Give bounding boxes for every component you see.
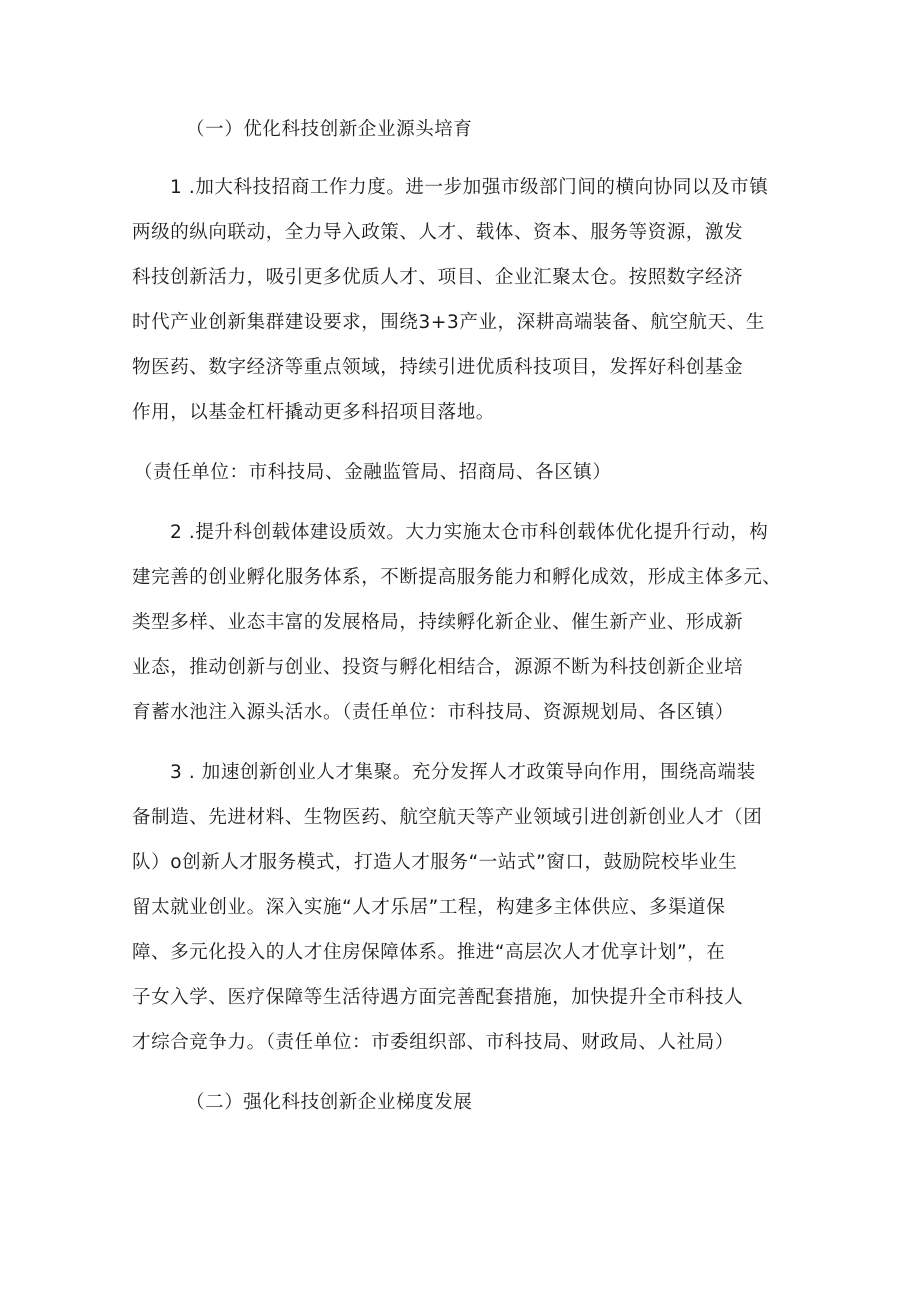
section-heading-2: （二）强化科技创新企业梯度发展 [186,1092,473,1113]
paragraph-1-line-1: 1 .加大科技招商工作力度。进一步加强市级部门间的横向协同以及市镇 [170,177,769,198]
paragraph-1-line-6: 作用，以基金杠杆撬动更多科招项目落地。 [132,402,495,423]
paragraph-3-line-7: 才综合竞争力。（责任单位：市委组织部、市科技局、财政局、人社局） [132,1032,734,1053]
paragraph-3-line-3: 队）o创新人才服务模式，打造人才服务“一站式”窗口，鼓励院校毕业生 [132,852,738,873]
responsibility-note-1: （责任单位：市科技局、金融监管局、招商局、各区镇） [134,462,612,483]
paragraph-2-line-1: 2 .提升科创载体建设质效。大力实施太仓市科创载体优化提升行动，构 [170,522,769,543]
paragraph-2-line-2: 建完善的创业孵化服务体系，不断提高服务能力和孵化成效，形成主体多元、 [132,567,782,588]
paragraph-2-line-4: 业态，推动创新与创业、投资与孵化相结合，源源不断为科技创新企业培 [132,657,744,678]
paragraph-3-line-2: 备制造、先进材料、生物医药、航空航天等产业领域引进创新创业人才（团 [132,807,763,828]
paragraph-1-line-5: 物医药、数字经济等重点领域，持续引进优质科技项目，发挥好科创基金 [132,357,744,378]
paragraph-3-line-5: 障、多元化投入的人才住房保障体系。推进“高层次人才优享计划”，在 [132,942,726,963]
paragraph-1-line-4: 时代产业创新集群建设要求，围绕3+3产业，深耕高端装备、航空航天、生 [132,312,765,333]
paragraph-3-line-6: 子女入学、医疗保障等生活待遇方面完善配套措施，加快提升全市科技人 [132,987,744,1008]
section-heading-1: （一）优化科技创新企业源头培育 [186,119,473,140]
paragraph-1-line-3: 科技创新活力，吸引更多优质人才、项目、企业汇聚太仓。按照数字经济 [132,267,744,288]
paragraph-2-line-3: 类型多样、业态丰富的发展格局，持续孵化新企业、催生新产业、形成新 [132,612,744,633]
paragraph-3-line-1: 3 . 加速创新创业人才集聚。充分发挥人才政策导向作用，围绕高端装 [170,762,756,783]
paragraph-1-line-2: 两级的纵向联动，全力导入政策、人才、载体、资本、服务等资源，激发 [132,222,744,243]
paragraph-2-line-5: 育蓄水池注入源头活水。（责任单位：市科技局、资源规划局、各区镇） [132,702,734,723]
paragraph-3-line-4: 留太就业创业。深入实施“人才乐居”工程，构建多主体供应、多渠道保 [132,897,726,918]
